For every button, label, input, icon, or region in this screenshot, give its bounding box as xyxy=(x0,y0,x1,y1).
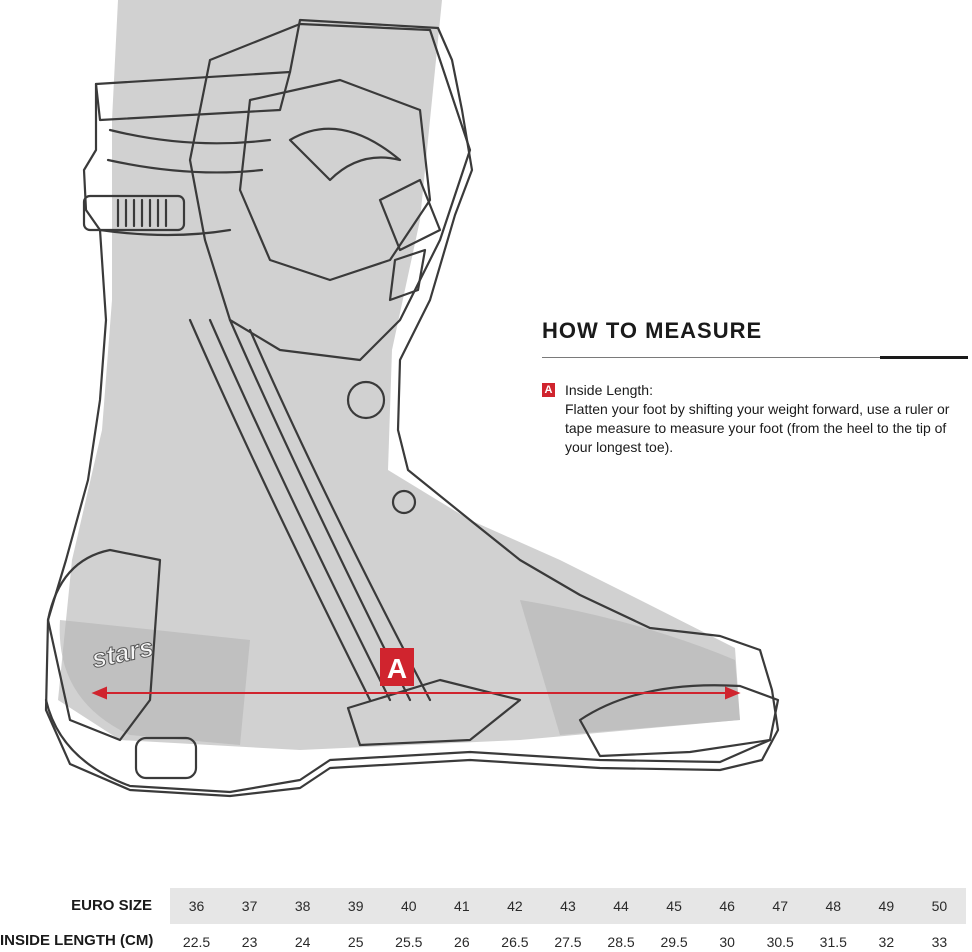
euro-size-cell: 40 xyxy=(400,898,417,914)
euro-size-label: EURO SIZE xyxy=(71,897,152,914)
buckle-teeth xyxy=(118,200,166,226)
inside-length-instruction xyxy=(542,381,968,457)
euro-size-cell: 39 xyxy=(347,898,364,914)
instruction-heading: Inside Length: xyxy=(565,382,653,398)
inside-length-cell: 24 xyxy=(294,934,311,950)
title-divider xyxy=(542,356,968,359)
euro-size-cell: 50 xyxy=(931,898,948,914)
inside-length-cell: 26 xyxy=(454,934,470,950)
inside-length-cell: 23 xyxy=(241,934,258,950)
inside-length-cell: 27.5 xyxy=(554,934,582,950)
euro-size-cell: 47 xyxy=(772,898,788,914)
euro-size-cell: 45 xyxy=(666,898,682,914)
euro-size-cell: 36 xyxy=(188,898,205,914)
euro-size-cell: 41 xyxy=(454,898,470,914)
euro-size-cell: 38 xyxy=(294,898,311,914)
marker-label: A xyxy=(386,653,408,684)
brand-mark: stars xyxy=(89,631,157,674)
euro-size-cell: 42 xyxy=(507,898,523,914)
euro-size-cell: 49 xyxy=(878,898,895,914)
euro-size-cells xyxy=(170,888,966,924)
inside-length-cell: 33 xyxy=(931,934,948,950)
inside-length-row xyxy=(0,924,972,952)
inside-length-cell: 31.5 xyxy=(819,934,847,950)
heel-slider xyxy=(136,738,196,778)
inside-length-cell: 30 xyxy=(719,934,735,950)
how-to-measure-title: HOW TO MEASURE xyxy=(542,318,763,343)
inside-length-cell: 30.5 xyxy=(766,934,794,950)
inside-length-cell: 28.5 xyxy=(607,934,635,950)
instruction-body: Flatten your foot by shifting your weight forward, use a ruler or tape measure to measure your foot (from the heel to the tip of your longest toe). xyxy=(565,401,950,455)
euro-size-cell: 46 xyxy=(719,898,735,914)
inside-length-cell: 29.5 xyxy=(660,934,688,950)
inside-length-cell: 25 xyxy=(347,934,364,950)
how-to-measure-panel xyxy=(542,318,968,457)
title-divider-accent xyxy=(880,356,968,359)
inside-length-cell: 26.5 xyxy=(501,934,529,950)
inside-length-label: INSIDE LENGTH (CM) xyxy=(0,932,154,949)
inside-length-cell: 32 xyxy=(878,934,895,950)
inside-length-cell: 22.5 xyxy=(182,934,211,950)
euro-size-cell: 37 xyxy=(241,898,258,914)
euro-size-cell: 48 xyxy=(825,898,842,914)
euro-size-cell: 43 xyxy=(560,898,576,914)
euro-size-row xyxy=(0,888,972,924)
instruction-badge: A xyxy=(542,383,555,397)
inside-length-cell: 25.5 xyxy=(395,934,423,950)
inside-length-cells xyxy=(170,932,966,952)
euro-size-cell: 44 xyxy=(613,898,629,914)
